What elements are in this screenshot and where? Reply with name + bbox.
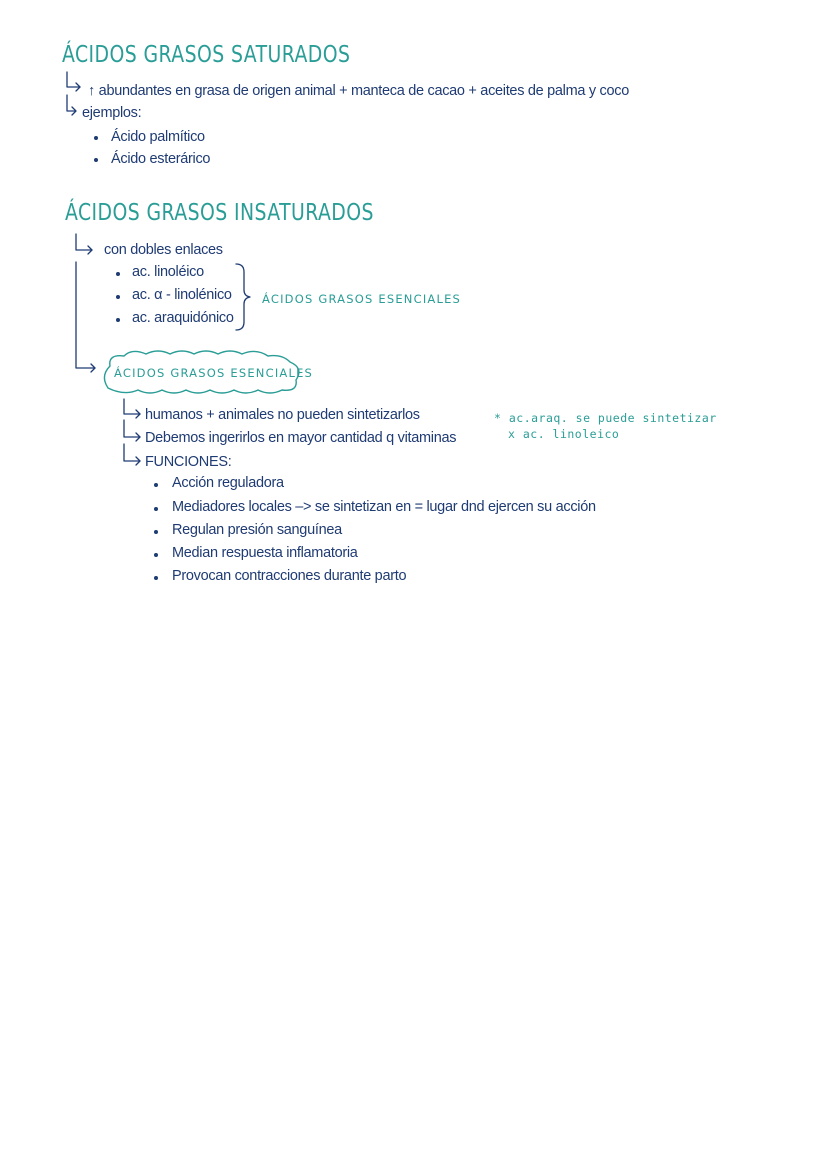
cloud-label: ÁCIDOS GRASOS ESENCIALES <box>114 366 314 380</box>
bullet-icon <box>154 576 158 580</box>
functions-label: FUNCIONES: <box>145 454 232 470</box>
list-item: ac. araquidónico <box>132 310 234 326</box>
bullet-icon <box>154 530 158 534</box>
side-note-line2: x ac. linoleico <box>508 427 620 441</box>
double-bonds-label: con dobles enlaces <box>104 242 223 258</box>
bracket-label: ÁCIDOS GRASOS ESENCIALES <box>262 292 462 306</box>
bullet-icon <box>116 318 120 322</box>
bullet-icon <box>116 272 120 276</box>
side-note-line1: * ac.araq. se puede sintetizar <box>494 411 717 425</box>
examples-label: ejemplos: <box>82 105 142 121</box>
arrow-icon <box>76 262 95 368</box>
bullet-icon <box>154 553 158 557</box>
bullet-icon <box>116 295 120 299</box>
fact-item: humanos + animales no pueden sintetizarlos <box>145 407 420 423</box>
function-item: Mediadores locales –> se sintetizan en = lugar dnd ejercen su acción <box>172 499 596 515</box>
function-item: Median respuesta inflamatoria <box>172 545 358 561</box>
list-item: Ácido esterárico <box>111 151 211 167</box>
section-title-unsaturated: ÁCIDOS GRASOS INSATURADOS <box>65 200 374 226</box>
bullet-icon <box>94 158 98 162</box>
list-item: Ácido palmítico <box>111 129 205 145</box>
bullet-icon <box>94 136 98 140</box>
saturated-description: ↑ abundantes en grasa de origen animal + manteca de cacao + aceites de palma y coco <box>88 83 629 99</box>
fact-item: Debemos ingerirlos en mayor cantidad q vitaminas <box>145 430 457 446</box>
list-item: ac. α - linolénico <box>132 287 232 303</box>
section-title-saturated: ÁCIDOS GRASOS SATURADOS <box>62 42 351 68</box>
bracket-icon <box>236 264 250 330</box>
bullet-icon <box>154 483 158 487</box>
function-item: Acción reguladora <box>172 475 284 491</box>
function-item: Regulan presión sanguínea <box>172 522 342 538</box>
bullet-icon <box>154 507 158 511</box>
list-item: ac. linoléico <box>132 264 204 280</box>
function-item: Provocan contracciones durante parto <box>172 568 407 584</box>
